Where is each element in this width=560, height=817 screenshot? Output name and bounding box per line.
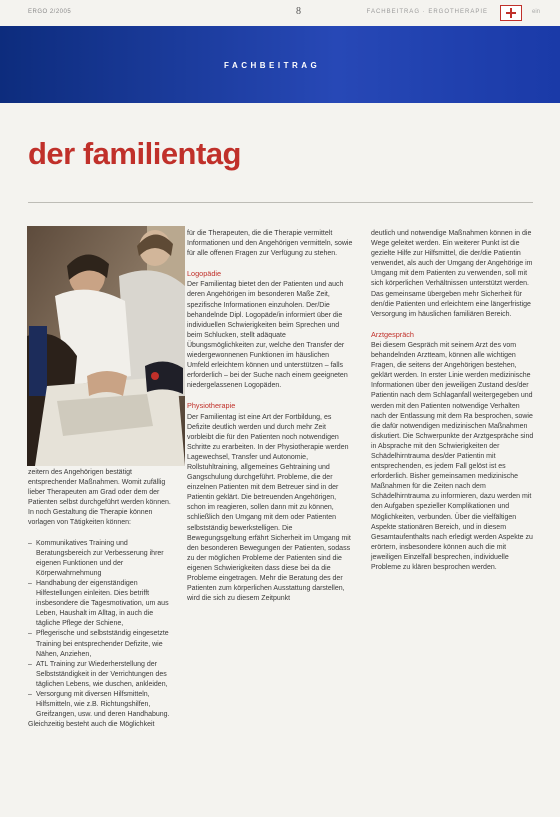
column-2 (187, 229, 353, 614)
title-divider (28, 202, 533, 203)
heading-physiotherapie: Physiotherapie (187, 401, 236, 411)
list-item: – Versorgung mit diversen Hilfsmitteln, Hilfsmitteln, wie z.B. Richtungshilfen, Greifzangen, usw. und deren Handhabung. (28, 690, 178, 720)
therapy-photo (27, 226, 185, 466)
column-3 (371, 229, 535, 583)
list-item: – ATL Training zur Wiederherstellung der Selbstständigkeit in der Verrichtungen des täglichen Lebens, wie duschen, ankleiden, (28, 660, 178, 690)
red-cross-logo-icon (500, 5, 522, 21)
issue-label: FACHBEITRAG · ERGOTHERAPIE (366, 9, 488, 15)
logopaedie-text: Der Familientag bietet den der Patienten und auch deren Angehörigen im besonderen Maße Zeit, spezifische Informationen einzuholen. Der/Die behandelnde Dipl. Logopäde/in informiert über die individuellen Schwierigkeiten beim Sprechen und beim Schlucken, stellt adäquate Übungsmöglichkeiten zur, welche den Transfer der wiedergewonnenen Funktionen im häuslichen Umfeld erleichtern können und unterstützen – falls erforderlich – bei der Suche nach einem geeigneten niedergelassenen Logopäden. (187, 281, 348, 390)
header-fragment: ein (531, 9, 540, 15)
article-title: der familientag (28, 136, 241, 171)
col2-intro: für die Therapeuten, die die Therapie vermittelt Informationen und den Angehörigen vermitteln, sowie für alle offenen Fragen zur Verfügung zu stehen. (187, 230, 353, 258)
heading-arztgespraech: Arztgespräch (371, 329, 414, 339)
physiotherapie-text: Der Familientag ist eine Art der Fortbildung, es Defizite deutlich werden und durch mehr Zeit vorbleibt die für den Patienten noch notwendigen Schritte zu erarbeiten. In der Physiotherapie werden Lagewechsel, Transfer und Autonomie, Rollstuhltraining, allgemeines Gehtraining und Gangschulung durchgeführt. Probleme, die der einzelnen Patienten mit dem Betreuer sind in der Patientin geklärt. Die betreuenden Angehörigen, schon im reagieren, sollen dann mit zu können, schließlich den Umgang mit dem oder Patienten selbstständig bewerkstelligen. Die Bewegungsgeltung erfährt Sicherheit im Umgang mit den besonderen Bewegungen der Patienten, sodass zu der möglichen Probleme der Patienten sind die eigenen Schwierigkeiten dass diese bei da die Probleme eingetragen. Mehr die Beratung des der Patienten zum körperlichen Ausstattung darstellen, wird die sich zu diesem Zeitpunkt (187, 413, 351, 603)
therapy-photo-illustration (27, 226, 185, 466)
list-item: – Pflegerische und selbstständig eingesetzte Training bei entsprechender Defizite, wie Nähen, Anziehen, (28, 629, 178, 659)
heading-logopaedie: Logopädie (187, 269, 222, 279)
page-number: 8 (296, 6, 301, 17)
list-item: – Kommunikatives Training und Beratungsbereich zur Verbesserung ihrer eigenen Funktionen und der Körperwahrnehmung (28, 539, 178, 579)
arztgespraech-text: Bei diesem Gespräch mit seinem Arzt des vom behandelnden Arztteam, können alle wichtigen Fragen, die seitens der Angehörigen bestehen, geklärt werden. In erster Linie werden medizinische Informationen über den jeweiligen Zustand des/der Patientin nach dem Schlaganfall weitergegeben und werden mit den Patienten notwendige Verhalten nach der Entlassung mit dem Ra besprochen, sowie die dafür notwendigen medizinischen Maßnahmen diskutiert. Die Schwerpunkte der Arztgespräche sind in Absprache mit den Schwierigkeiten der Schädelhirntrauma des/der Patientin mit entsprechenden, es jedem Fall gelöst ist es erforderlich. Bisher gemeinsamen medizinische Maßnahmen für die Zeiten nach dem Schädelhirntrauma zu informieren, dazu werden mit den Aufgaben spezieller Komplikationen und Möglichkeiten, verbunden. Über die vielfältigen Aspekte stationären Bereich, und in diesem Gesamtaufenthalts nach erledigt werden Aspekte zu erörtern, insbesondere können auch die mit jeweiligen Einzelfall besprechen, individuelle Probleme zu klären besprochen werden. (371, 341, 534, 571)
column-1 (28, 468, 178, 740)
col3-intro: deutlich und notwendige Maßnahmen können in die Wege geleitet werden. Ein weiterer Punkt ist die gezielte Hilfe zur Hilfsmittel, die der/die Patientin verwendet, als auch der Umgang der Angehörige im Umgang mit dem Patienten zu verwenden, soll mit sich körperlichen Verhältnissen unterstützt werden. Das gemeinsame übergeben mehr Sicherheit für den/die Patienten und erleichtern eine längerfristige Versorgung im häuslichen familiären Bereich. (371, 230, 533, 318)
page-header (28, 6, 540, 21)
col1-outro: Gleichzeitig besteht auch die Möglichkeit (28, 721, 155, 729)
section-label: FACHBEITRAG (224, 61, 321, 70)
activity-list (28, 539, 178, 721)
col1-intro: zeitern des Angehörigen bestätigt entsprechender Maßnahmen. Womit zufällig lieber Therapeuten am Grad oder dem der Patienten selbst durchgeführt werden können. In noch Gestaltung die Therapie können vorlagen von Tätigkeiten können: (28, 469, 171, 527)
magazine-label: ERGO 2/2005 (28, 9, 72, 15)
list-item: – Handhabung der eigenständigen Hilfestellungen einleiten. Dies betrifft insbesondere die Tagesmotivation, um aus Leben, Haushalt im Alltag, in auch die tägliche Pflege der Schiene, (28, 579, 178, 629)
